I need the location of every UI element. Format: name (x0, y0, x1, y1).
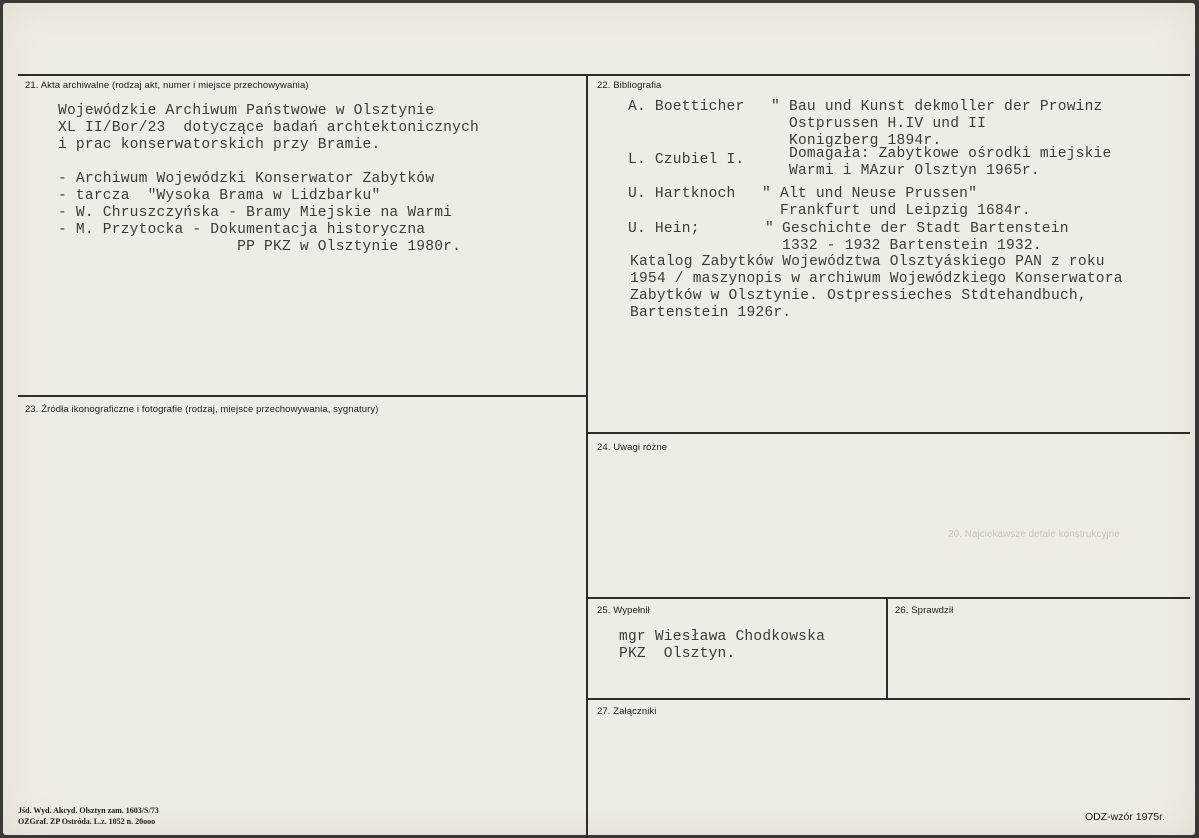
bib-tail-line: Bartenstein 1926r. (630, 305, 792, 321)
bib-ditto: " (762, 186, 771, 202)
bib-line: 1332 - 1932 Bartenstein 1932. (782, 238, 1042, 254)
rule-24-25 (588, 597, 1190, 599)
section-27-label: 27. Załączniki (597, 706, 657, 717)
bib-tail-line: 1954 / maszynopis w archiwum Wojewódzkiego Konserwatora (630, 271, 1123, 287)
record-card (3, 3, 1195, 835)
bib-line: Frankfurt und Leipzig 1684r. (780, 203, 1031, 219)
rule-22-24 (588, 432, 1190, 434)
s21-line: i prac konserwatorskich przy Bramie. (58, 137, 381, 153)
printer-imprint (18, 805, 159, 827)
bib-line: Bau und Kunst dekmoller der Prowinz (789, 99, 1103, 115)
bib-tail-line: Katalog Zabytków Województwa Olsztyáskiego PAN z roku (630, 254, 1105, 270)
section-24-label: 24. Uwagi różne (597, 442, 668, 453)
rule-25-26 (886, 597, 888, 698)
s21-line: XL II/Bor/23 dotyczące badań archtektonicznych (58, 120, 480, 136)
bib-line: Ostprussen H.IV und II (789, 116, 987, 132)
center-rule (586, 74, 588, 838)
filled-by-line: mgr Wiesława Chodkowska (619, 629, 826, 645)
top-rule (18, 74, 1190, 76)
bib-tail-line: Zabytków w Olsztynie. Ostpressieches Stdtehandbuch, (630, 288, 1087, 304)
s21-line: - W. Chruszczyńska - Bramy Miejskie na Warmi (58, 205, 453, 221)
section-21-label: 21. Akta archiwalne (rodzaj akt, numer i miejsce przechowywania) (25, 80, 309, 91)
rule-21-23 (18, 395, 586, 397)
s21-line: PP PKZ w Olsztynie 1980r. (58, 239, 462, 255)
show-through-text: 20. Najciekawsze detale konstrukcyjne (948, 529, 1120, 540)
bib-author: A. Boetticher (628, 99, 745, 115)
s21-line: - tarcza "Wysoka Brama w Lidzbarku" (58, 188, 381, 204)
filled-by-line: PKZ Olsztyn. (619, 646, 736, 662)
bib-line: Warmi i MAzur Olsztyn 1965r. (789, 163, 1040, 179)
s21-line: Wojewódzkie Archiwum Państwowe w Olsztynie (58, 103, 435, 119)
bib-author: U. Hein; (628, 221, 700, 237)
section-25-label: 25. Wypełnił (597, 605, 650, 616)
s21-line: - Archiwum Wojewódzki Konserwator Zabytków (58, 171, 435, 187)
section-26-label: 26. Sprawdził (895, 605, 954, 616)
bib-author: U. Hartknoch (628, 186, 736, 202)
bib-author: L. Czubiel I. (628, 152, 745, 168)
imprint-line: Jśd. Wyd. Akcyd. Olsztyn zam. 1603/S/73 (18, 806, 159, 815)
form-code: ODZ-wzór 1975r. (1085, 811, 1165, 823)
bib-line: Domagała: Zabytkowe ośrodki miejskie (789, 146, 1112, 162)
bib-line: Geschichte der Stadt Bartenstein (782, 221, 1069, 237)
imprint-line: OZGraf. ZP Ostróda. L.z. 1052 n. 20ooo (18, 817, 156, 826)
bib-ditto: " (771, 99, 780, 115)
bib-line: Alt und Neuse Prussen" (780, 186, 978, 202)
s21-line: - M. Przytocka - Dokumentacja historyczna (58, 222, 426, 238)
section-23-label: 23. Źródła ikonograficzne i fotografie (rodzaj, miejsce przechowywania, sygnatury) (25, 404, 379, 415)
rule-25-27 (588, 698, 1190, 700)
bib-ditto: " (765, 221, 774, 237)
bib-line: Konigzberg 1894r. (789, 133, 942, 149)
section-22-label: 22. Bibliografia (597, 80, 662, 91)
